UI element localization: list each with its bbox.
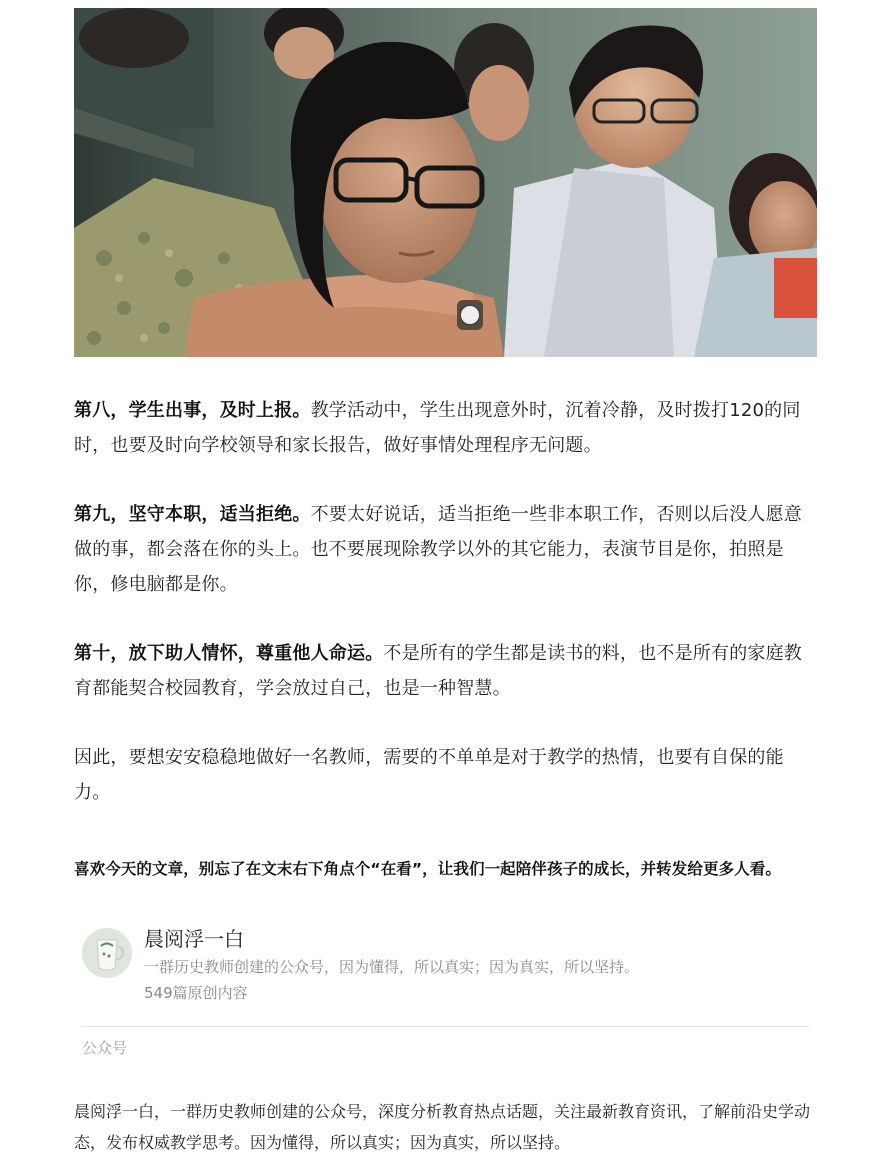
paragraph-body: 不要太好说话，适当拒绝一些非本职工作，否则以后没人愿意做的事，都会落在你的头上。也不要展现除教学以外的其它能力，表演节目是你，拍照是你，修电脑都是你。: [74, 504, 803, 595]
original-count: 549篇原创内容: [144, 984, 248, 1002]
article-photo: [74, 8, 817, 357]
paragraph-8: [74, 393, 818, 463]
paragraph-body: 不是所有的学生都是读书的料，也不是所有的家庭教育都能契合校园教育，学会放过自己，也是一种智慧。: [74, 643, 803, 699]
classroom-photo-illustration: [74, 8, 817, 357]
paragraph-10: [74, 636, 818, 706]
article-body: [74, 8, 818, 897]
paragraph-9: [74, 497, 818, 602]
account-info: [144, 925, 639, 1006]
cup-avatar-icon: [82, 928, 132, 978]
account-card-header: [82, 925, 810, 1006]
paragraph-body: 因此，要想安安稳稳地做好一名教师，需要的不单单是对于教学的热情，也要有自保的能力。: [74, 747, 784, 803]
account-description: 一群历史教师创建的公众号，因为懂得，所以真实；因为真实，所以坚持。: [144, 958, 640, 976]
paragraph-conclusion: [74, 740, 818, 810]
card-divider: [82, 1026, 810, 1027]
account-intro-text: 晨阅浮一白，一群历史教师创建的公众号，深度分析教育热点话题，关注最新教育资讯，了解前沿史学动态，发布权威教学思考。因为懂得，所以真实；因为真实，所以坚持。: [74, 1102, 811, 1152]
account-type-label: 公众号: [82, 1039, 128, 1057]
account-name: 晨阅浮一白: [144, 927, 244, 951]
paragraph-lead: 第九，坚守本职，适当拒绝。: [74, 504, 311, 525]
call-to-action: 喜欢今天的文章，别忘了在文末右下角点个“在看”，让我们一起陪伴孩子的成长，并转发给更多人看。: [74, 860, 781, 878]
paragraph-lead: 第八，学生出事，及时上报。: [74, 400, 311, 421]
paragraph-body: 教学活动中，学生出现意外时，沉着冷静，及时拨打120的同时，也要及时向学校领导和家长报告，做好事情处理程序无问题。: [74, 400, 801, 456]
paragraph-lead: 第十，放下助人情怀，尊重他人命运。: [74, 643, 384, 664]
account-card[interactable]: [82, 925, 810, 1059]
